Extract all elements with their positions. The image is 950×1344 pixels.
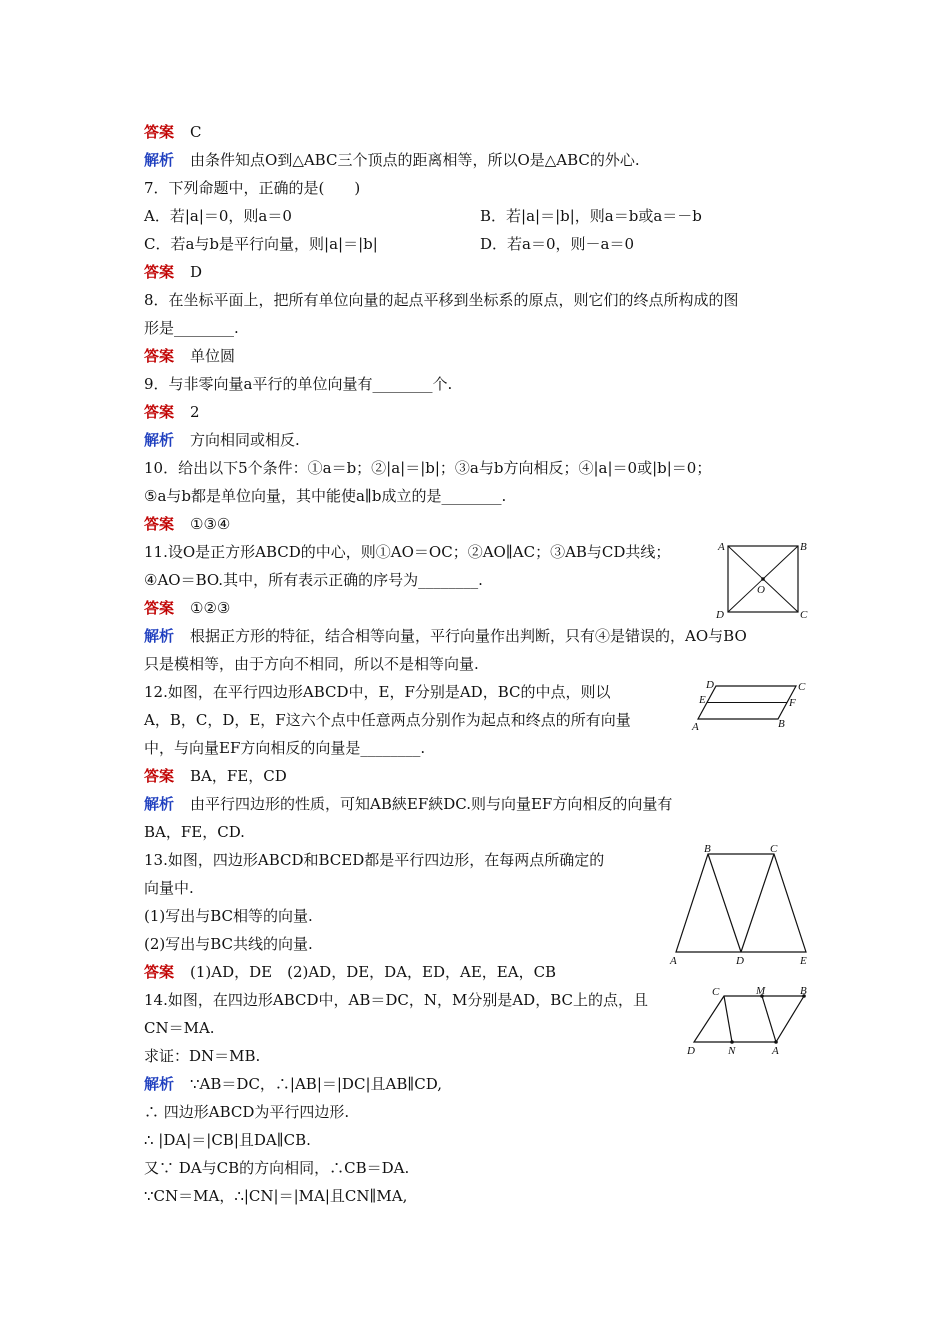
answer-label: 答案 — [144, 767, 175, 785]
label-e: E — [800, 955, 807, 967]
analysis-line-11-cont: 只是模相等，由于方向不相同，所以不是相等向量. — [144, 655, 479, 673]
answer-label: 答案 — [144, 403, 175, 421]
label-e: E — [699, 694, 706, 706]
label-o: O — [757, 584, 765, 596]
answer-line-8: 答案 单位圆 — [144, 347, 236, 365]
label-b: B — [800, 541, 807, 553]
answer-label: 答案 — [144, 123, 175, 141]
segment-cn — [724, 996, 732, 1042]
analysis-line-12: 解析 由平行四边形的性质，可知AB綊EF綊DC.则与向量EF方向相反的向量有 — [144, 795, 673, 813]
parallelogram-figure — [690, 676, 815, 732]
segment-bd — [708, 854, 741, 952]
label-c: C — [798, 681, 806, 693]
segment-cd — [741, 854, 774, 952]
answer-line-13: 答案 (1)AD，DE (2)AD，DE，DA，ED，AE，EA，CB — [144, 963, 557, 981]
answer-line-10: 答案 ①③④ — [144, 515, 231, 533]
question-10-cont: ⑤a与b都是单位向量，其中能使a∥b成立的是________. — [144, 487, 507, 505]
label-d: D — [736, 955, 744, 967]
label-c: C — [800, 609, 808, 621]
question-12-cont2: 中，与向量EF方向相反的向量是________. — [144, 739, 426, 757]
question-8-cont: 形是________. — [144, 319, 239, 337]
question-13-part1: (1)写出与BC相等的向量. — [144, 907, 313, 925]
answer-label: 答案 — [144, 263, 175, 281]
analysis-line-14: 解析 ∵AB＝DC，∴|AB|＝|DC|且AB∥CD, — [144, 1075, 443, 1093]
answer-label: 答案 — [144, 347, 175, 365]
analysis-line-6: 解析 由条件知点O到△ABC三个顶点的距离相等，所以O是△ABC的外心. — [144, 151, 640, 169]
label-a: A — [718, 541, 725, 553]
analysis-line-11: 解析 根据正方形的特征，结合相等向量，平行向量作出判断，只有④是错误的，AO与BO — [144, 627, 747, 645]
label-c: C — [770, 843, 778, 855]
label-b: B — [704, 843, 711, 855]
trapezoid-figure — [664, 842, 816, 970]
question-13-cont: 向量中. — [144, 879, 194, 897]
proof-line-5: ∵CN＝MA，∴|CN|＝|MA|且CN∥MA, — [144, 1187, 408, 1205]
quadrilateral-figure — [682, 984, 812, 1056]
label-m: M — [756, 985, 766, 997]
question-13-part2: (2)写出与BC共线的向量. — [144, 935, 313, 953]
option-7d: D．若a＝0，则－a＝0 — [480, 235, 634, 253]
answer-line-9: 答案 2 — [144, 403, 200, 421]
question-14-cont: CN＝MA. — [144, 1019, 215, 1037]
answer-line-11: 答案 ①②③ — [144, 599, 231, 617]
question-9: 9．与非零向量a平行的单位向量有________个. — [144, 375, 453, 393]
proof-line-2: ∴ 四边形ABCD为平行四边形. — [144, 1103, 350, 1121]
analysis-label: 解析 — [144, 627, 175, 645]
label-b: B — [778, 718, 785, 730]
point-a — [774, 1040, 778, 1044]
question-14-prove: 求证：DN＝MB. — [144, 1047, 261, 1065]
option-7b: B．若|a|＝|b|，则a＝b或a＝－b — [480, 207, 702, 225]
label-a: A — [772, 1045, 779, 1056]
question-12-cont: A，B，C，D，E，F这六个点中任意两点分别作为起点和终点的所有向量 — [144, 711, 631, 729]
label-a: A — [670, 955, 677, 967]
label-d: D — [706, 679, 714, 691]
label-d: D — [716, 609, 724, 621]
question-7: 7．下列命题中，正确的是( ) — [144, 179, 361, 197]
center-point — [761, 577, 765, 581]
segment-ma — [762, 996, 776, 1042]
square-figure — [712, 538, 812, 622]
answer-line-12: 答案 BA，FE，CD — [144, 767, 287, 785]
analysis-label: 解析 — [144, 1075, 175, 1093]
answer-label: 答案 — [144, 963, 175, 981]
proof-line-3: ∴ |DA|＝|CB|且DA∥CB. — [144, 1131, 311, 1149]
analysis-line-12-cont: BA，FE，CD. — [144, 823, 245, 841]
answer-line-6: 答案 C — [144, 123, 202, 141]
question-12: 12.如图，在平行四边形ABCD中，E，F分别是AD，BC的中点，则以 — [144, 683, 611, 701]
point-n — [730, 1040, 734, 1044]
label-c: C — [712, 986, 720, 998]
option-7a: A．若|a|＝0，则a＝0 — [144, 207, 292, 225]
outer-outline — [676, 854, 806, 952]
question-11-cont: ④AO＝BO.其中，所有表示正确的序号为________. — [144, 571, 483, 589]
proof-line-4: 又∵ DA与CB的方向相同，∴CB＝DA. — [144, 1159, 410, 1177]
label-b: B — [800, 985, 807, 997]
answer-label: 答案 — [144, 599, 175, 617]
option-7c: C．若a与b是平行向量，则|a|＝|b| — [144, 235, 378, 253]
label-a: A — [692, 721, 699, 732]
label-f: F — [789, 697, 796, 709]
question-8: 8．在坐标平面上，把所有单位向量的起点平移到坐标系的原点，则它们的终点所构成的图 — [144, 291, 739, 309]
answer-label: 答案 — [144, 515, 175, 533]
question-13: 13.如图，四边形ABCD和BCED都是平行四边形，在每两点所确定的 — [144, 851, 605, 869]
question-14: 14.如图，在四边形ABCD中，AB＝DC，N，M分别是AD，BC上的点，且 — [144, 991, 648, 1009]
analysis-line-9: 解析 方向相同或相反. — [144, 431, 300, 449]
analysis-label: 解析 — [144, 151, 175, 169]
analysis-label: 解析 — [144, 795, 175, 813]
question-10: 10．给出以下5个条件：①a＝b；②|a|＝|b|；③a与b方向相反；④|a|＝0或|b|＝0； — [144, 459, 712, 477]
answer-line-7: 答案 D — [144, 263, 203, 281]
analysis-label: 解析 — [144, 431, 175, 449]
label-d: D — [687, 1045, 695, 1056]
label-n: N — [728, 1045, 736, 1056]
quad-outline — [694, 996, 804, 1042]
question-11: 11.设O是正方形ABCD的中心，则①AO＝OC；②AO∥AC；③AB与CD共线； — [144, 543, 671, 561]
